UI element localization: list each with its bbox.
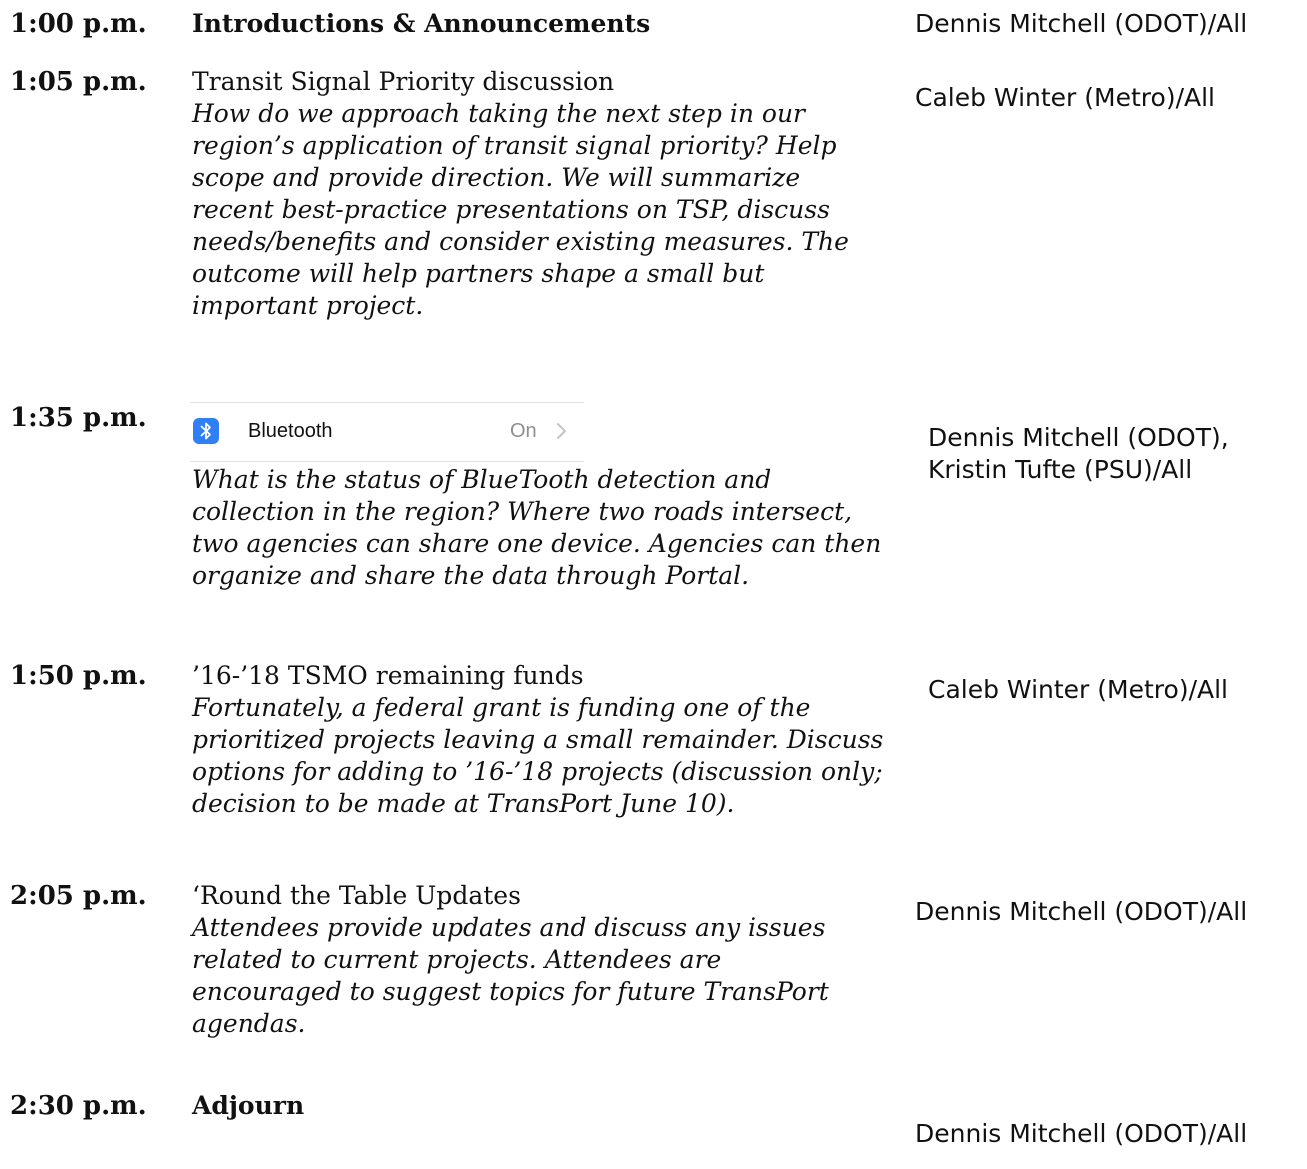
description-line: What is the status of BlueTooth detection and xyxy=(192,465,772,494)
agenda-presenter xyxy=(915,8,1247,40)
bluetooth-settings-row[interactable] xyxy=(190,402,584,462)
presenter-line: Kristin Tufte (PSU)/All xyxy=(928,455,1193,484)
description-line: collection in the region? Where two roads intersect, xyxy=(192,497,853,526)
agenda-item-adjourn xyxy=(192,1090,922,1122)
agenda-title: Transit Signal Priority discussion xyxy=(192,67,615,96)
agenda-item-bluetooth xyxy=(192,402,922,592)
presenter-line: Caleb Winter (Metro)/All xyxy=(928,675,1228,704)
agenda-description xyxy=(192,98,922,322)
agenda-description xyxy=(192,464,922,592)
agenda-item-introductions xyxy=(192,8,922,40)
description-line: Fortunately, a federal grant is funding one of the xyxy=(192,693,811,722)
description-line: recent best-practice presentations on TSP, discuss xyxy=(192,195,830,224)
description-line: important project. xyxy=(192,291,424,320)
description-line: scope and provide direction. We will summarize xyxy=(192,163,801,192)
agenda-presenter xyxy=(928,422,1229,486)
bluetooth-status: On xyxy=(510,420,537,442)
bluetooth-label: Bluetooth xyxy=(248,420,333,442)
agenda-item-tsmo-funds xyxy=(192,660,922,820)
description-line: related to current projects. Attendees are xyxy=(192,945,722,974)
description-line: outcome will help partners shape a small but xyxy=(192,259,765,288)
presenter-line: Caleb Winter (Metro)/All xyxy=(915,83,1215,112)
agenda-presenter xyxy=(915,82,1215,114)
agenda-presenter xyxy=(928,674,1228,706)
presenter-line: Dennis Mitchell (ODOT), xyxy=(928,423,1229,452)
chevron-right-icon xyxy=(556,420,568,442)
agenda-title: ‘Round the Table Updates xyxy=(192,881,521,910)
agenda-presenter xyxy=(915,1118,1247,1150)
description-line: prioritized projects leaving a small remainder. Discuss xyxy=(192,725,884,754)
description-line: How do we approach taking the next step in our xyxy=(192,99,806,128)
agenda-time: 2:30 p.m. xyxy=(10,1091,147,1121)
agenda-title: Adjourn xyxy=(192,1091,305,1120)
agenda-time: 1:50 p.m. xyxy=(10,661,147,691)
agenda-time: 1:05 p.m. xyxy=(10,67,147,97)
agenda-title: ’16-’18 TSMO remaining funds xyxy=(192,661,584,690)
description-line: two agencies can share one device. Agencies can then xyxy=(192,529,882,558)
presenter-line: Dennis Mitchell (ODOT)/All xyxy=(915,897,1248,926)
description-line: agendas. xyxy=(192,1009,306,1038)
agenda-time: 1:00 p.m. xyxy=(10,9,147,39)
presenter-line: Dennis Mitchell (ODOT)/All xyxy=(915,1119,1248,1148)
description-line: Attendees provide updates and discuss any issues xyxy=(192,913,826,942)
presenter-line: Dennis Mitchell (ODOT)/All xyxy=(915,9,1248,38)
agenda-item-round-table xyxy=(192,880,922,1040)
description-line: region’s application of transit signal priority? Help xyxy=(192,131,837,160)
agenda-time: 1:35 p.m. xyxy=(10,403,147,433)
description-line: needs/benefits and consider existing measures. The xyxy=(192,227,849,256)
agenda-title: Introductions & Announcements xyxy=(192,9,651,38)
description-line: encouraged to suggest topics for future TransPort xyxy=(192,977,829,1006)
agenda-description xyxy=(192,692,922,820)
description-line: decision to be made at TransPort June 10). xyxy=(192,789,735,818)
agenda-description xyxy=(192,912,922,1040)
agenda-item-tsp xyxy=(192,66,922,322)
description-line: options for adding to ’16-’18 projects (discussion only; xyxy=(192,757,883,786)
agenda-time: 2:05 p.m. xyxy=(10,881,147,911)
description-line: organize and share the data through Portal. xyxy=(192,561,750,590)
bluetooth-icon xyxy=(193,418,219,444)
agenda-presenter xyxy=(915,896,1247,928)
